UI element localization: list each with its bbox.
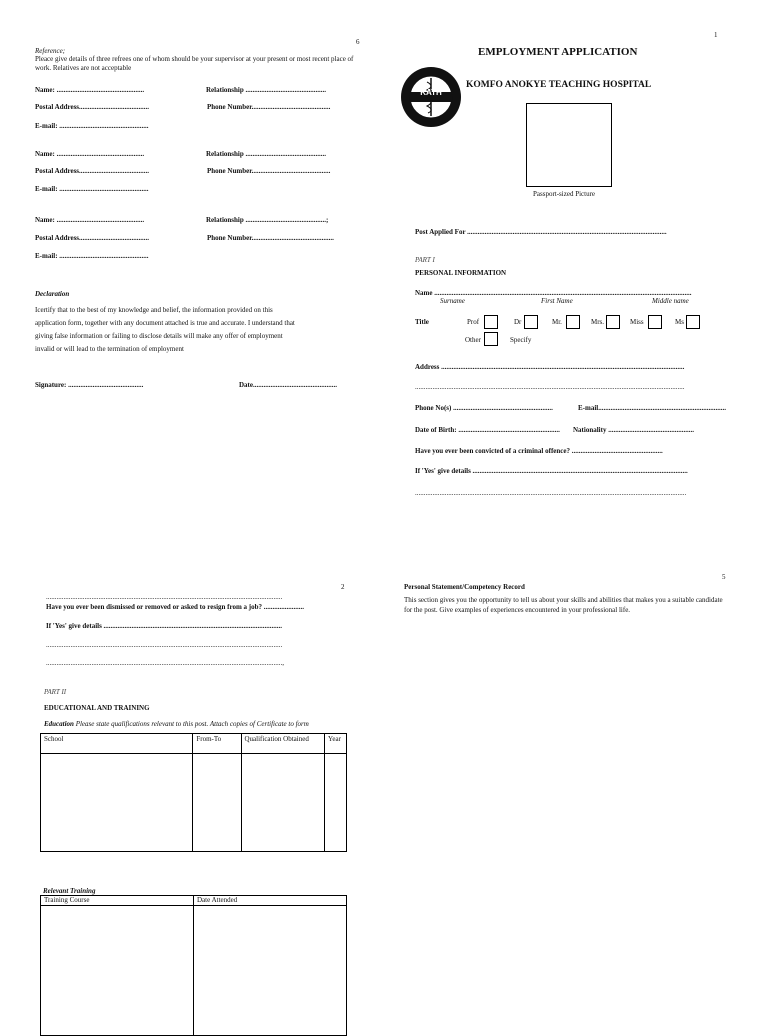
page-number: 6: [356, 38, 360, 46]
dismissed-details-line-3[interactable]: .......................................................................................................................................,: [46, 659, 284, 667]
education-col-year: Year: [325, 734, 347, 754]
personal-info-heading: PERSONAL INFORMATION: [415, 269, 507, 277]
declaration-line-1: Icertify that to the best of my knowledge and belief, the information provided on this: [35, 306, 273, 314]
education-cell[interactable]: [41, 754, 193, 852]
criminal-offence-field[interactable]: Have you ever been convicted of a criminal offence? ....................................................: [415, 447, 663, 455]
referee2-relationship-field[interactable]: Relationship ..............................................: [206, 150, 326, 158]
title-other-label: Other: [465, 336, 481, 344]
passport-photo-caption: Passport-sized Picture: [533, 190, 596, 198]
education-cell[interactable]: [241, 754, 325, 852]
personal-statement-heading: Personal Statement/Competency Record: [404, 583, 525, 591]
declaration-line-4: invalid or will lead to the termination of employment: [35, 345, 184, 353]
title-ms-checkbox[interactable]: [686, 315, 700, 329]
page-number: 2: [341, 583, 345, 591]
criminal-details-field[interactable]: If 'Yes' give details ...........................................................................................................................: [415, 467, 688, 475]
referee1-postal-field[interactable]: Postal Address........................................: [35, 103, 150, 111]
address-line-2[interactable]: ..........................................................................................................................................................: [415, 383, 685, 391]
declaration-title: Declaration: [35, 290, 70, 298]
middle-name-caption: Middle name: [652, 297, 689, 305]
title-prof-checkbox[interactable]: [484, 315, 498, 329]
title-other-checkbox[interactable]: [484, 332, 498, 346]
education-note: [44, 720, 309, 729]
first-name-caption: First Name: [541, 297, 573, 305]
page-number: 1: [714, 31, 718, 39]
dismissed-details-field[interactable]: If 'Yes' give details ......................................................................................................: [46, 622, 283, 630]
page-number: 5: [722, 573, 726, 581]
dismissed-details-line-2[interactable]: .......................................................................................................................................: [46, 641, 283, 649]
dismissed-field[interactable]: Have you ever been dismissed or removed or asked to resign from a job? .......................: [46, 603, 305, 611]
education-table: [40, 733, 347, 852]
title-mr-checkbox[interactable]: [566, 315, 580, 329]
referee1-phone-field[interactable]: Phone Number.............................................: [207, 103, 331, 111]
title-mr-label: Mr.: [552, 318, 562, 326]
criminal-details-line-2[interactable]: ...........................................................................................................................................................: [415, 489, 687, 497]
training-col-course: Training Course: [41, 896, 194, 906]
email-field[interactable]: E-mail.........................................................................: [578, 404, 726, 412]
hospital-name: KOMFO ANOKYE TEACHING HOSPITAL: [466, 80, 652, 90]
referee1-relationship-field[interactable]: Relationship ..............................................: [206, 86, 326, 94]
document-title: EMPLOYMENT APPLICATION: [478, 46, 638, 58]
part-label: PART II: [44, 688, 67, 696]
phone-field[interactable]: Phone No(s) .........................................................: [415, 404, 553, 412]
personal-statement-text: This section gives you the opportunity to tell us about your skills and abilities that makes you a suitable candidate for the post. Give examples of experiences encountered in your professional life.: [404, 596, 723, 614]
title-miss-checkbox[interactable]: [648, 315, 662, 329]
reference-note: Pleace give details of three refrees one of whom should be your supervisor at your present or most recent place of work. Relatives are not acceptable: [35, 55, 354, 72]
title-miss-label: Miss: [630, 318, 644, 326]
title-label: Title: [415, 318, 429, 326]
education-cell[interactable]: [193, 754, 241, 852]
signature-field[interactable]: Signature: ...........................................: [35, 381, 144, 389]
declaration-line-2: application form, together with any document attached is true and accurate. I understand that: [35, 319, 295, 327]
referee3-name-field[interactable]: Name: ..................................................: [35, 216, 145, 224]
training-table: [40, 895, 347, 1036]
education-col-school: School: [41, 734, 193, 754]
continuation-line[interactable]: .......................................................................................................................................: [46, 593, 283, 601]
referee3-relationship-field[interactable]: Relationship ..............................................;: [206, 216, 329, 224]
title-dr-checkbox[interactable]: [524, 315, 538, 329]
date-field[interactable]: Date................................................: [239, 381, 337, 389]
title-specify-label[interactable]: Specify: [510, 336, 532, 344]
education-label: Education: [44, 720, 74, 728]
declaration-line-3: giving false information or failing to disclose details will make any offer of employment: [35, 332, 283, 340]
referee3-postal-field[interactable]: Postal Address........................................: [35, 234, 150, 242]
passport-photo-box[interactable]: [526, 103, 612, 187]
dob-field[interactable]: Date of Birth: ..........................................................: [415, 426, 560, 434]
title-prof-label: Prof: [467, 318, 480, 326]
education-col-qualification: Qualification Obtained: [241, 734, 325, 754]
nationality-field[interactable]: Nationality .................................................: [573, 426, 694, 434]
surname-caption: Surname: [440, 297, 465, 305]
education-instruction: Please state qualifications relevant to this post. Attach copies of Certificate to form: [73, 720, 309, 728]
referee3-email-field[interactable]: E-mail: ...................................................: [35, 252, 149, 260]
education-heading: EDUCATIONAL AND TRAINING: [44, 704, 150, 712]
training-col-date: Date Attended: [194, 896, 347, 906]
title-mrs-label: Mrs.: [591, 318, 605, 326]
part-label: PART I: [415, 256, 435, 264]
title-mrs-checkbox[interactable]: [606, 315, 620, 329]
referee3-phone-field[interactable]: Phone Number...............................................: [207, 234, 334, 242]
referee1-name-field[interactable]: Name: ..................................................: [35, 86, 145, 94]
referee2-postal-field[interactable]: Postal Address........................................: [35, 167, 150, 175]
reference-title: Reference;: [35, 47, 66, 55]
training-heading: Relevant Training: [43, 887, 96, 895]
logo-text: KATH: [420, 88, 442, 97]
title-ms-label: Ms: [675, 318, 684, 326]
training-cell[interactable]: [41, 906, 194, 1036]
education-cell[interactable]: [325, 754, 347, 852]
referee2-email-field[interactable]: E-mail: ...................................................: [35, 185, 149, 193]
referee2-phone-field[interactable]: Phone Number.............................................: [207, 167, 331, 175]
referee2-name-field[interactable]: Name: ..................................................: [35, 150, 145, 158]
education-col-from-to: From-To: [193, 734, 241, 754]
name-field[interactable]: Name ...................................................................................................................................................: [415, 289, 692, 297]
referee1-email-field[interactable]: E-mail: ...................................................: [35, 122, 149, 130]
hospital-logo-seal: [400, 66, 462, 128]
post-applied-field[interactable]: Post Applied For ..................................................................................................................: [415, 228, 667, 236]
training-cell[interactable]: [194, 906, 347, 1036]
address-field[interactable]: Address ...........................................................................................................................................: [415, 363, 685, 371]
title-dr-label: Dr: [514, 318, 522, 326]
